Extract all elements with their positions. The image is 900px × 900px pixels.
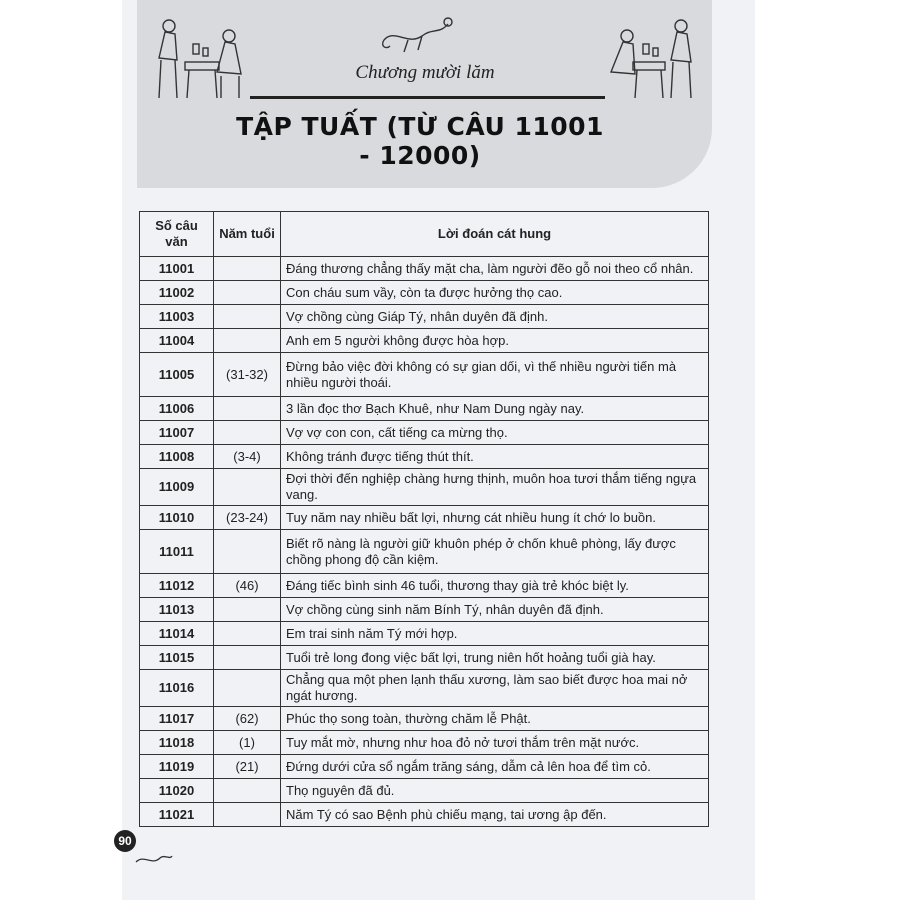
- cell-prediction: Con cháu sum vầy, còn ta được hưởng thọ cao.: [281, 281, 709, 305]
- prediction-table: [139, 211, 709, 827]
- table-row: [140, 257, 709, 281]
- table-row: [140, 574, 709, 598]
- cell-prediction: Tuy năm nay nhiều bất lợi, nhưng cát nhiều hung ít chớ lo buồn.: [281, 506, 709, 530]
- cell-age: [214, 779, 281, 803]
- cell-number: 11016: [140, 670, 214, 707]
- cell-number: 11013: [140, 598, 214, 622]
- chapter-title: Chương mười lăm: [355, 62, 495, 83]
- cell-age: [214, 281, 281, 305]
- table-row: [140, 622, 709, 646]
- cell-age: [214, 421, 281, 445]
- table-row: [140, 281, 709, 305]
- cell-prediction: Vợ chồng cùng sinh năm Bính Tý, nhân duyên đã định.: [281, 598, 709, 622]
- cell-number: 11009: [140, 469, 214, 506]
- chess-players-illustration-right: [605, 14, 695, 102]
- cell-prediction: Phúc thọ song toàn, thường chăm lễ Phật.: [281, 707, 709, 731]
- cell-prediction: Biết rõ nàng là người giữ khuôn phép ở chốn khuê phòng, lấy được chồng phong độ cần kiệm.: [281, 530, 709, 574]
- cell-prediction: Vợ chồng cùng Giáp Tý, nhân duyên đã định.: [281, 305, 709, 329]
- cell-number: 11010: [140, 506, 214, 530]
- cell-number: 11004: [140, 329, 214, 353]
- table-row: [140, 397, 709, 421]
- cell-prediction: Đừng bảo việc đời không có sự gian dối, vì thế nhiều người tiến mà nhiều người thoái.: [281, 353, 709, 397]
- cell-age: (21): [214, 755, 281, 779]
- table-row: [140, 779, 709, 803]
- cell-number: 11015: [140, 646, 214, 670]
- cell-age: [214, 329, 281, 353]
- cell-prediction: Đợi thời đến nghiệp chàng hưng thịnh, muôn hoa tươi thắm tiếng ngựa vang.: [281, 469, 709, 506]
- table-row: [140, 469, 709, 506]
- cell-age: [214, 305, 281, 329]
- page-number: 90: [114, 830, 136, 852]
- cell-prediction: Tuổi trẻ long đong việc bất lợi, trung niên hốt hoảng tuổi già hay.: [281, 646, 709, 670]
- cell-age: [214, 469, 281, 506]
- cell-age: [214, 598, 281, 622]
- column-header-age: Năm tuổi: [214, 212, 281, 257]
- table-row: [140, 803, 709, 827]
- cell-prediction: Năm Tý có sao Bệnh phù chiếu mạng, tai ương ập đến.: [281, 803, 709, 827]
- table-row: [140, 445, 709, 469]
- cell-age: [214, 646, 281, 670]
- cell-number: 11005: [140, 353, 214, 397]
- cell-age: (31-32): [214, 353, 281, 397]
- cell-number: 11001: [140, 257, 214, 281]
- table-row: [140, 329, 709, 353]
- cell-age: [214, 622, 281, 646]
- table-row: [140, 305, 709, 329]
- column-header-number: Số câu văn: [140, 212, 214, 257]
- table-row: [140, 646, 709, 670]
- cell-prediction: 3 lần đọc thơ Bạch Khuê, như Nam Dung ngày nay.: [281, 397, 709, 421]
- cell-age: [214, 670, 281, 707]
- cell-number: 11020: [140, 779, 214, 803]
- cell-number: 11012: [140, 574, 214, 598]
- cell-number: 11011: [140, 530, 214, 574]
- table-row: [140, 731, 709, 755]
- cell-number: 11003: [140, 305, 214, 329]
- cell-prediction: Thọ nguyên đã đủ.: [281, 779, 709, 803]
- cell-number: 11019: [140, 755, 214, 779]
- cell-number: 11002: [140, 281, 214, 305]
- cell-number: 11021: [140, 803, 214, 827]
- table-row: [140, 353, 709, 397]
- cell-age: (1): [214, 731, 281, 755]
- cell-number: 11007: [140, 421, 214, 445]
- column-header-prediction: Lời đoán cát hung: [281, 212, 709, 257]
- chapter-divider: [250, 96, 605, 99]
- cell-prediction: Đứng dưới cửa sổ ngắm trăng sáng, dẫm cả lên hoa để tìm cỏ.: [281, 755, 709, 779]
- cell-age: (23-24): [214, 506, 281, 530]
- cell-age: [214, 803, 281, 827]
- table-row: [140, 598, 709, 622]
- decorative-ornament: [134, 852, 174, 866]
- cell-number: 11014: [140, 622, 214, 646]
- table-row: [140, 707, 709, 731]
- cell-age: (3-4): [214, 445, 281, 469]
- mythical-creature-illustration: [378, 10, 458, 55]
- cell-age: (62): [214, 707, 281, 731]
- cell-age: (46): [214, 574, 281, 598]
- cell-prediction: Tuy mắt mờ, nhưng như hoa đỏ nở tươi thắm trên mặt nước.: [281, 731, 709, 755]
- table-row: [140, 670, 709, 707]
- cell-age: [214, 530, 281, 574]
- cell-age: [214, 257, 281, 281]
- cell-prediction: Chẳng qua một phen lạnh thấu xương, làm sao biết được hoa mai nở ngát hương.: [281, 670, 709, 707]
- table-header-row: [140, 212, 709, 257]
- page-title: TẬP TUẤT (TỪ CÂU 11001 - 12000): [236, 112, 604, 170]
- table-row: [140, 421, 709, 445]
- cell-number: 11008: [140, 445, 214, 469]
- chess-players-illustration-left: [155, 14, 245, 102]
- table-row: [140, 755, 709, 779]
- table-row: [140, 506, 709, 530]
- cell-number: 11017: [140, 707, 214, 731]
- cell-prediction: Vợ vợ con con, cất tiếng ca mừng thọ.: [281, 421, 709, 445]
- cell-prediction: Em trai sinh năm Tý mới hợp.: [281, 622, 709, 646]
- cell-prediction: Đáng thương chẳng thấy mặt cha, làm người đẽo gỗ noi theo cổ nhân.: [281, 257, 709, 281]
- cell-prediction: Đáng tiếc bình sinh 46 tuổi, thương thay già trẻ khóc biệt ly.: [281, 574, 709, 598]
- cell-prediction: Không tránh được tiếng thút thít.: [281, 445, 709, 469]
- cell-age: [214, 397, 281, 421]
- table-row: [140, 530, 709, 574]
- cell-prediction: Anh em 5 người không được hòa hợp.: [281, 329, 709, 353]
- cell-number: 11018: [140, 731, 214, 755]
- cell-number: 11006: [140, 397, 214, 421]
